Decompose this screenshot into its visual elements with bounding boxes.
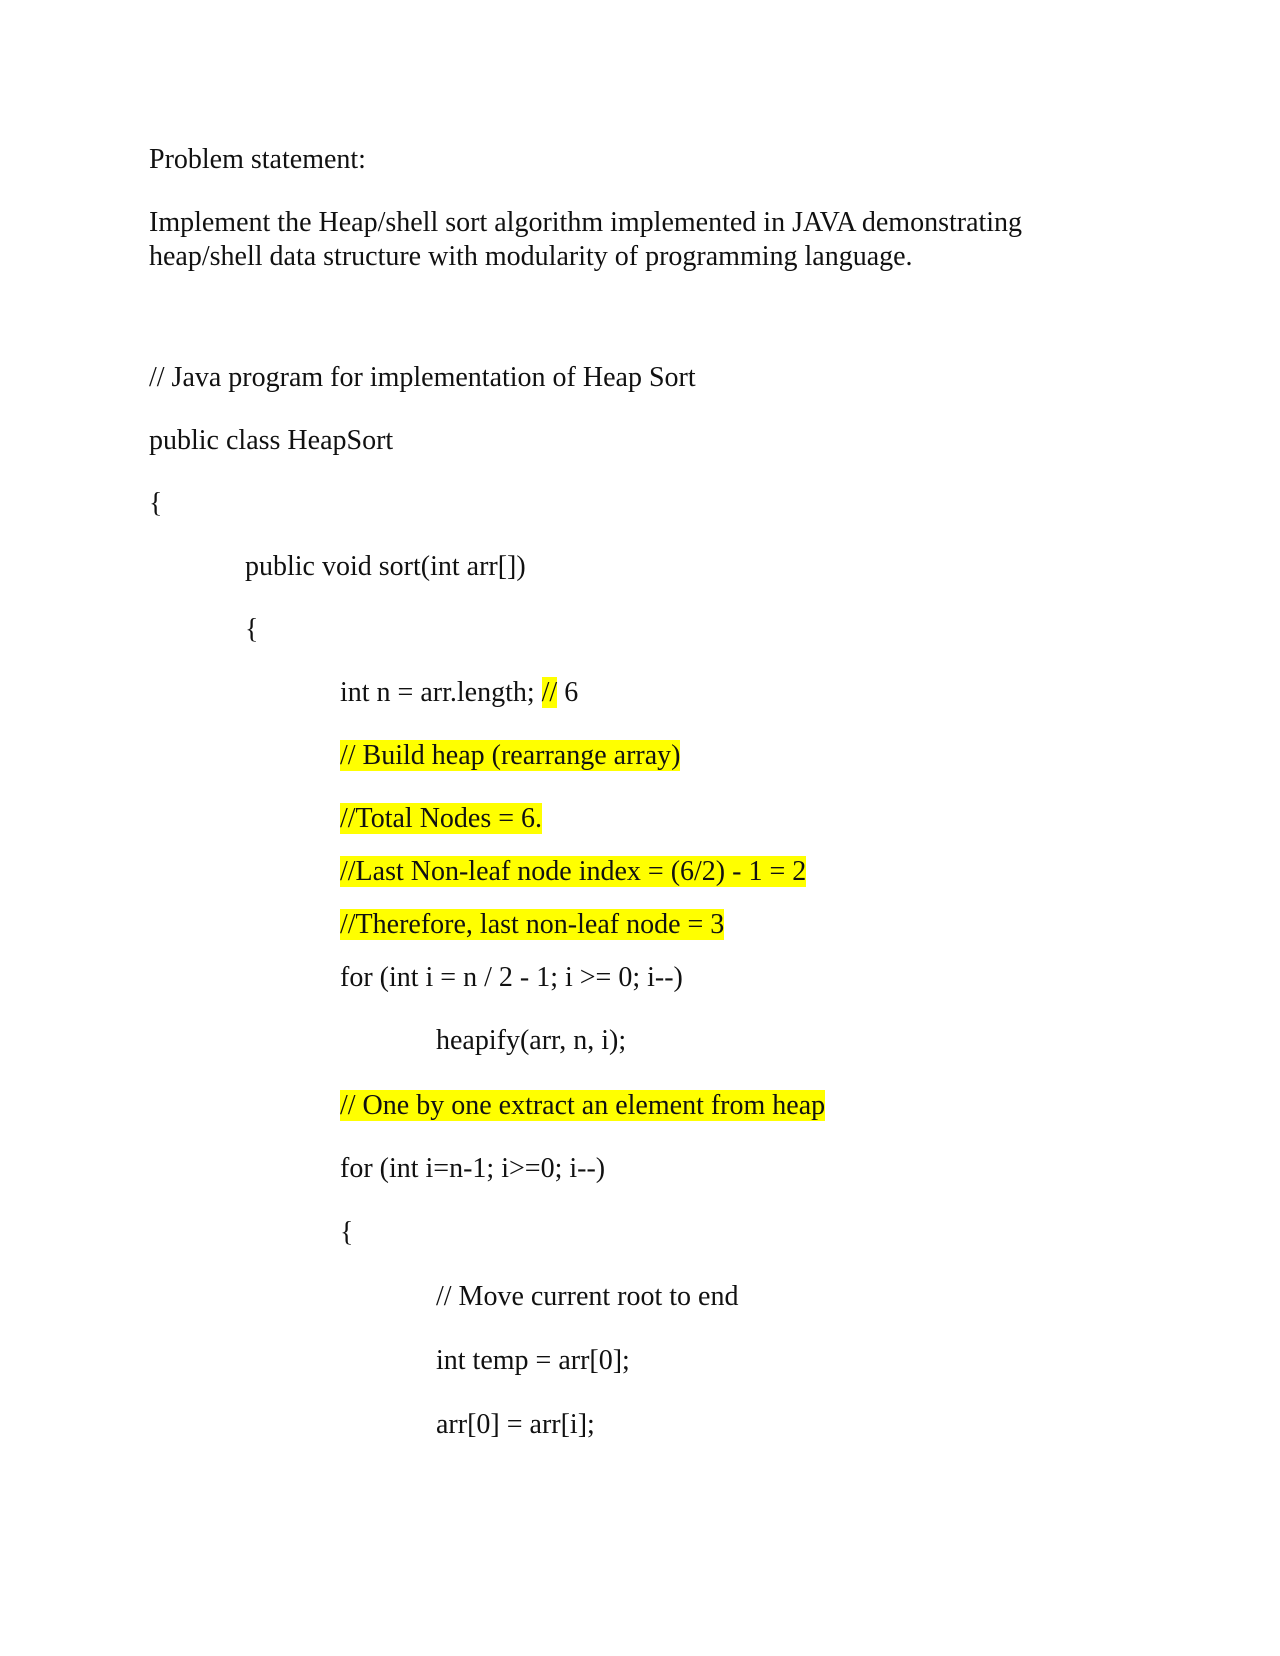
problem-statement-line-1: Implement the Heap/shell sort algorithm implemented in JAVA demonstrating xyxy=(149,207,1023,238)
problem-heading: Problem statement: xyxy=(149,144,366,175)
problem-statement-line-2: heap/shell data structure with modularity of programming language. xyxy=(149,241,913,272)
code-temp-assignment: int temp = arr[0]; xyxy=(436,1345,630,1376)
code-heapify-call: heapify(arr, n, i); xyxy=(436,1025,627,1056)
code-comment-extract xyxy=(340,1089,825,1123)
highlighted-comment-marker: // xyxy=(541,677,558,708)
highlighted-comment: // Build heap (rearrange array) xyxy=(340,740,681,771)
code-comment-last-nonleaf-index xyxy=(340,855,806,889)
code-n-declaration-code: int n = arr.length; xyxy=(340,677,542,708)
code-comment-build-heap xyxy=(340,739,680,773)
code-comment-move-root: // Move current root to end xyxy=(436,1281,739,1312)
code-arr-assignment: arr[0] = arr[i]; xyxy=(436,1409,595,1440)
code-class-declaration: public class HeapSort xyxy=(149,425,394,456)
highlighted-comment: //Therefore, last non-leaf node = 3 xyxy=(340,909,725,940)
code-comment-title: // Java program for implementation of Heap Sort xyxy=(149,362,696,393)
code-method-open-brace: { xyxy=(245,614,259,645)
highlighted-comment: //Last Non-leaf node index = (6/2) - 1 = 2 xyxy=(340,856,807,887)
code-loop-open-brace: { xyxy=(340,1217,354,1248)
code-n-declaration-comment-value: 6 xyxy=(557,677,579,708)
code-method-declaration: public void sort(int arr[]) xyxy=(245,551,526,582)
code-class-open-brace: { xyxy=(149,488,163,519)
code-comment-therefore xyxy=(340,908,724,942)
highlighted-comment: //Total Nodes = 6. xyxy=(340,803,543,834)
code-comment-total-nodes xyxy=(340,802,542,836)
code-for-build-heap: for (int i = n / 2 - 1; i >= 0; i--) xyxy=(340,962,683,993)
code-for-extract: for (int i=n-1; i>=0; i--) xyxy=(340,1153,606,1184)
code-n-declaration xyxy=(340,676,578,710)
highlighted-comment: // One by one extract an element from heap xyxy=(340,1090,826,1121)
